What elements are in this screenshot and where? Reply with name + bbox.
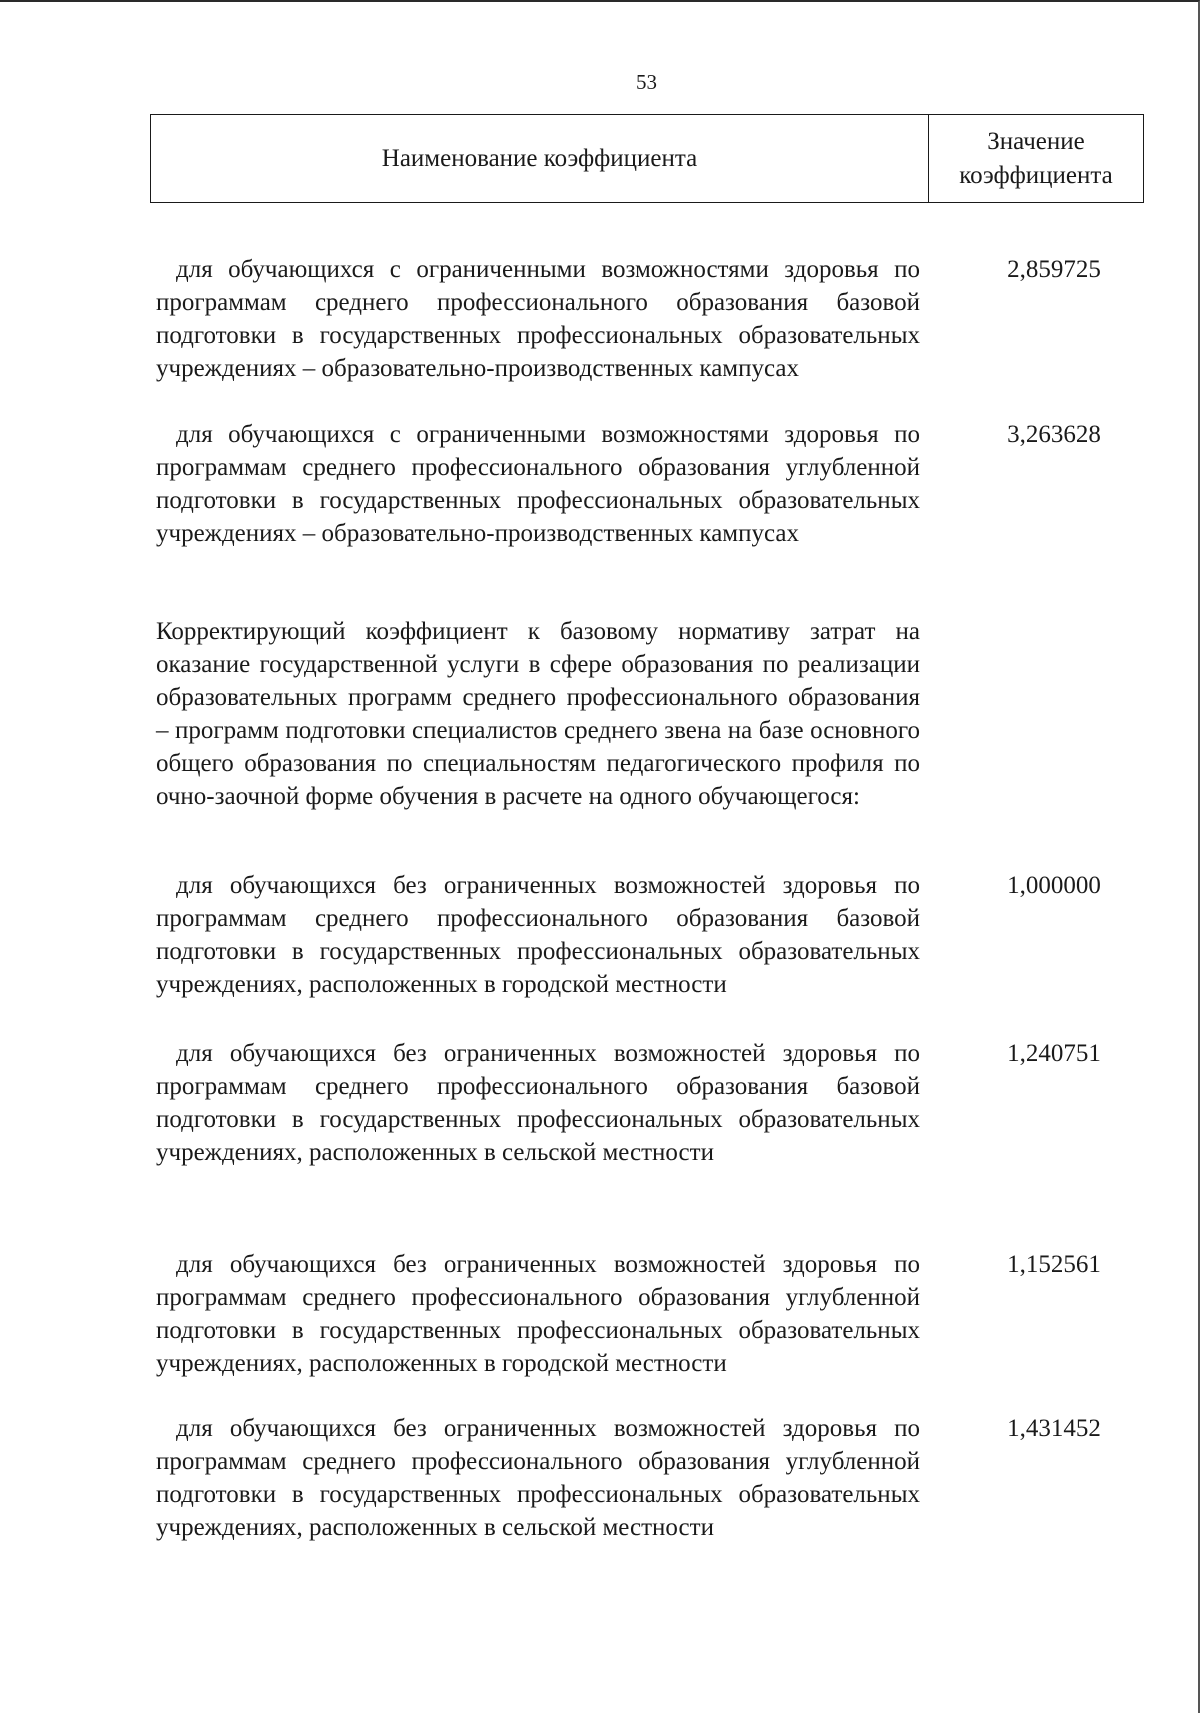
coefficient-row <box>156 1412 1156 1544</box>
coefficient-value: 3,263628 <box>1007 421 1101 448</box>
coefficient-row <box>156 1037 1156 1169</box>
table-header <box>150 114 1144 203</box>
coefficient-description: для обучающихся без ограниченных возможностей здоровья по программам среднего профессионального образования углубленной подготовки в государственных профессиональных образовательных учреждениях, расположенных в сельской местности <box>156 1415 920 1541</box>
coefficient-value: 1,000000 <box>1007 872 1101 899</box>
header-value-line1: Значение <box>987 127 1085 155</box>
coefficient-value: 1,431452 <box>1007 1415 1101 1442</box>
header-value-line2: коэффициента <box>959 161 1113 189</box>
header-value-column <box>929 115 1143 202</box>
coefficient-row <box>156 418 1156 550</box>
coefficient-row <box>156 253 1156 385</box>
section-intro: Корректирующий коэффициент к базовому нормативу затрат на оказание государственной услуги в сфере образования по реализации образовательных программ среднего профессионального образования – программ подготовки специалистов среднего звена на базе основного общего образования по специальностям педагогического профиля по очно-заочной форме обучения в расчете на одного обучающегося: <box>156 618 920 810</box>
coefficient-description: для обучающихся без ограниченных возможностей здоровья по программам среднего профессионального образования базовой подготовки в государственных профессиональных образовательных учреждениях, расположенных в городской местности <box>156 872 920 998</box>
coefficient-row <box>156 1248 1156 1380</box>
coefficient-description: для обучающихся без ограниченных возможностей здоровья по программам среднего профессионального образования углубленной подготовки в государственных профессиональных образовательных учреждениях, расположенных в городской местности <box>156 1251 920 1377</box>
coefficient-description: для обучающихся с ограниченными возможностями здоровья по программам среднего профессионального образования базовой подготовки в государственных профессиональных образовательных учреждениях – образовательно-производственных кампусах <box>156 256 920 382</box>
coefficient-value: 1,152561 <box>1007 1251 1101 1278</box>
coefficient-row <box>156 869 1156 1001</box>
coefficient-description: для обучающихся без ограниченных возможностей здоровья по программам среднего профессионального образования базовой подготовки в государственных профессиональных образовательных учреждениях, расположенных в сельской местности <box>156 1040 920 1166</box>
header-name-column: Наименование коэффициента <box>151 115 929 202</box>
coefficient-description: для обучающихся с ограниченными возможностями здоровья по программам среднего профессионального образования углубленной подготовки в государственных профессиональных образовательных учреждениях – образовательно-производственных кампусах <box>156 421 920 547</box>
coefficient-value: 1,240751 <box>1007 1040 1101 1067</box>
coefficient-value: 2,859725 <box>1007 256 1101 283</box>
page-number: 53 <box>636 70 657 94</box>
